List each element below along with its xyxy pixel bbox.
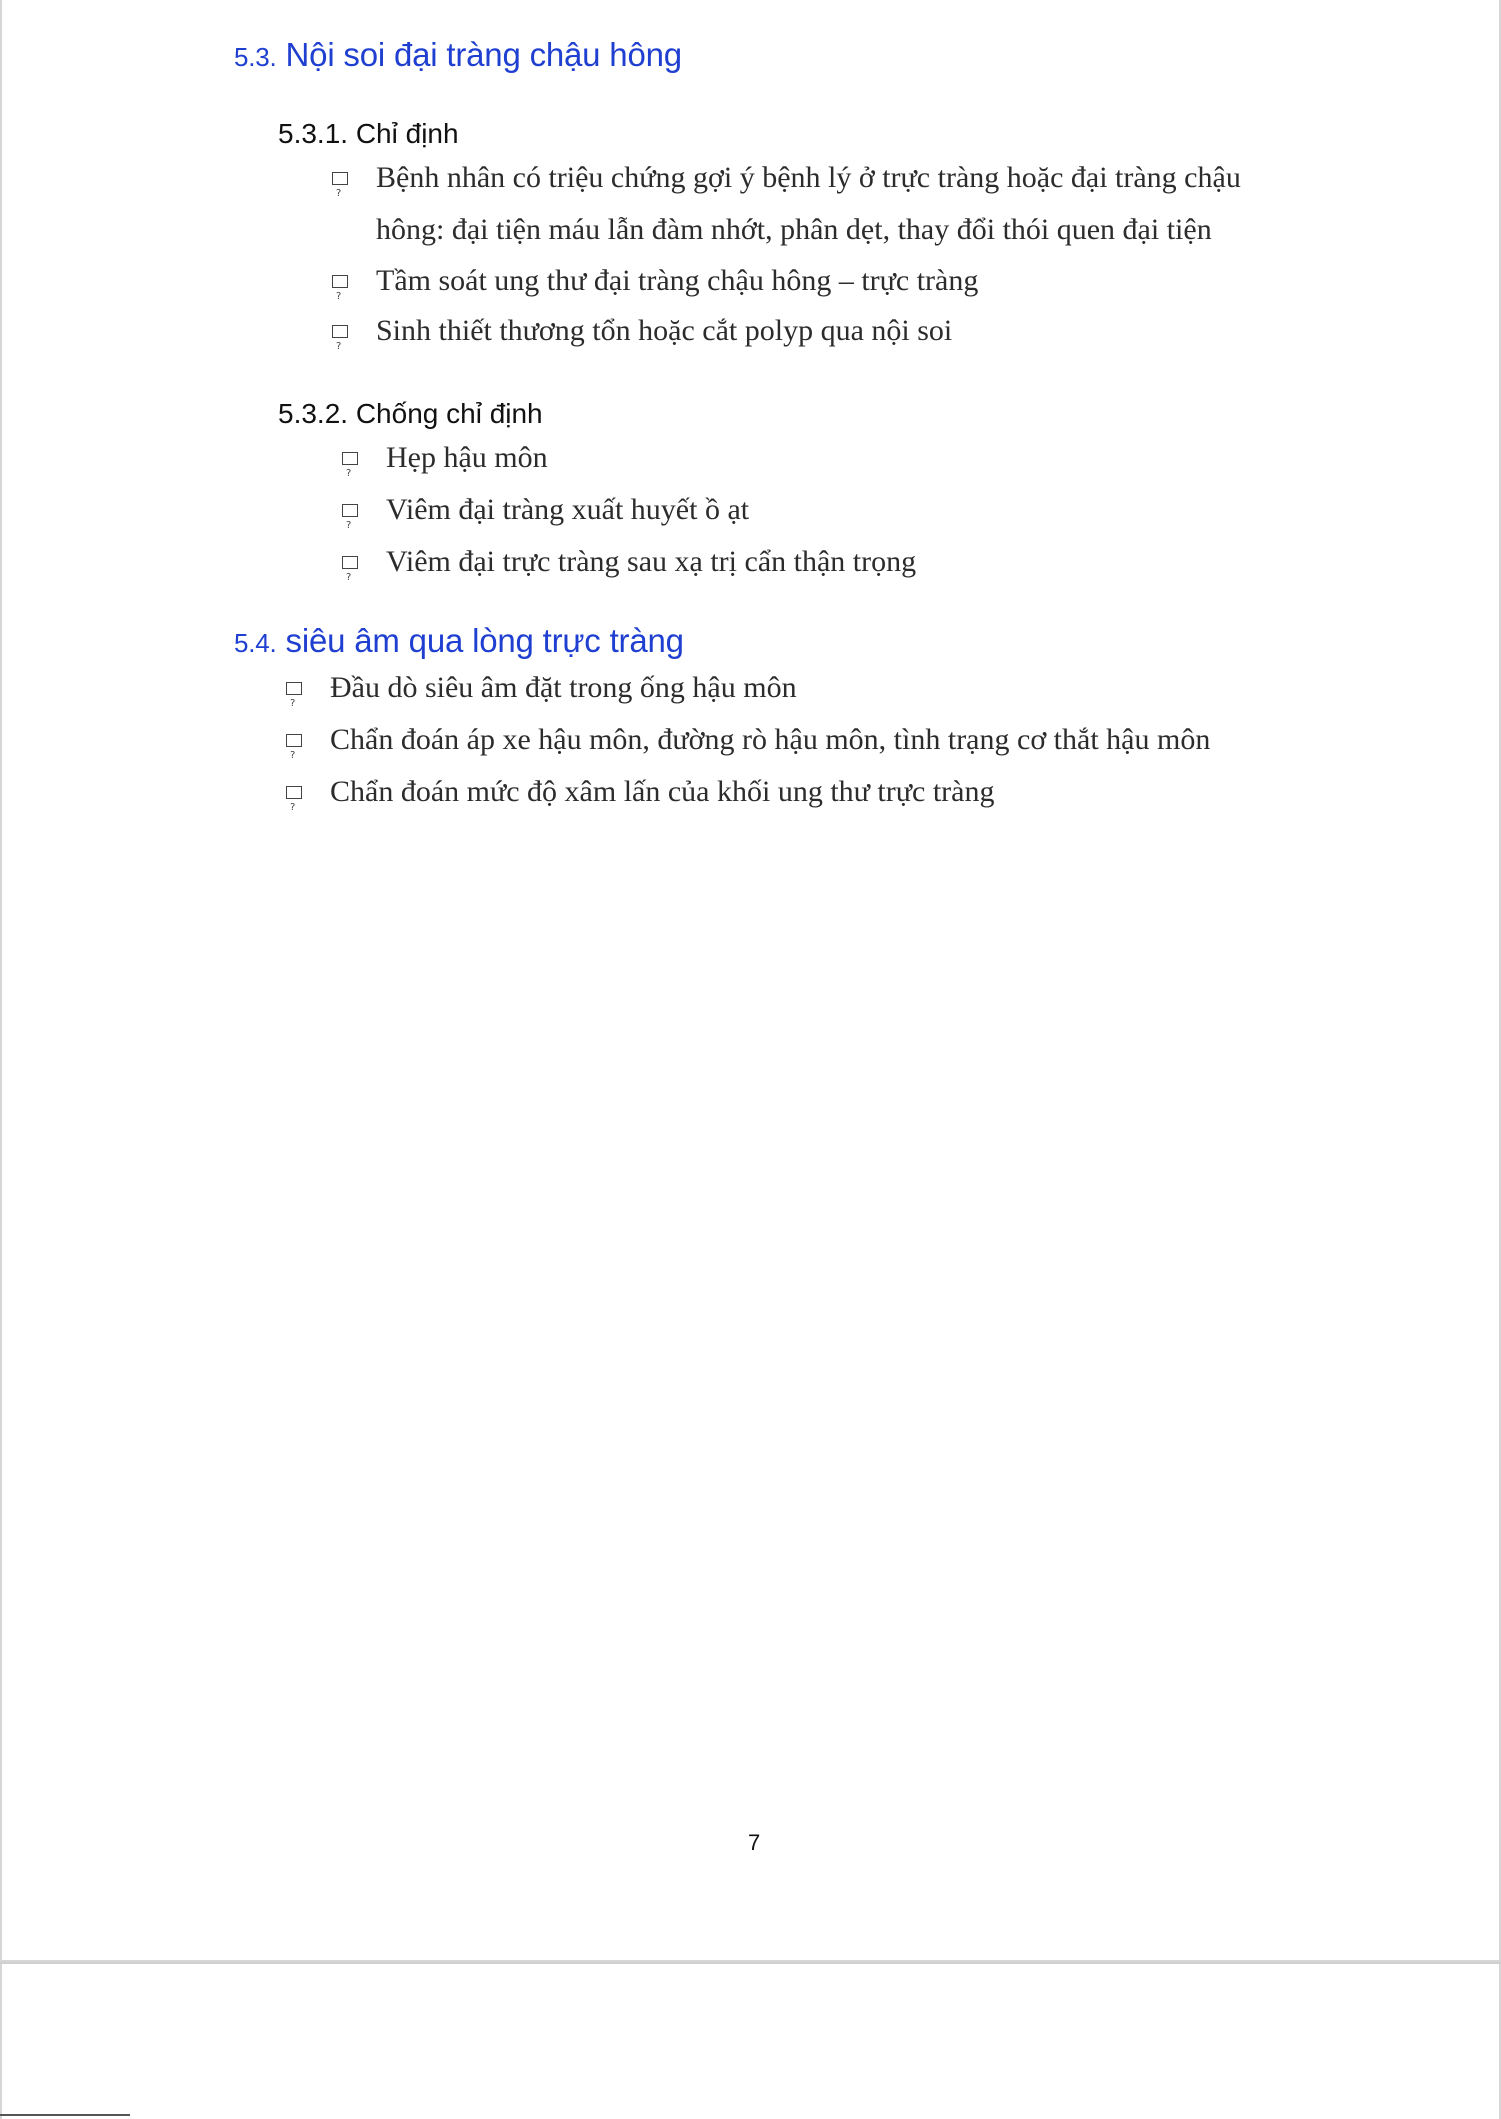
bullet-box-icon	[332, 172, 348, 185]
list-item-text: Viêm đại tràng xuất huyết ồ ạt	[386, 493, 750, 526]
section-title: siêu âm qua lòng trực tràng	[285, 622, 684, 659]
list-item-text: Sinh thiết thương tổn hoặc cắt polyp qua nội soi	[376, 314, 953, 347]
section-number: 5.4.	[234, 628, 277, 658]
list-item	[332, 255, 978, 307]
bullet-box-icon	[332, 275, 348, 288]
list-item	[342, 432, 548, 484]
section-title: Nội soi đại tràng chậu hông	[285, 36, 682, 73]
list-item-text: Bệnh nhân có triệu chứng gợi ý bệnh lý ở trực tràng hoặc đại tràng chậu	[376, 161, 1241, 194]
bullet-box-icon	[342, 556, 358, 569]
list-item	[332, 305, 952, 357]
bullet-box-icon	[342, 452, 358, 465]
list-item	[342, 484, 749, 536]
section-heading-5-3	[234, 36, 682, 74]
list-item-text: Tầm soát ung thư đại tràng chậu hông – trực tràng	[376, 264, 979, 297]
next-document-page	[0, 1964, 1501, 2119]
bullet-box-icon	[342, 504, 358, 517]
section-heading-5-4	[234, 622, 684, 660]
section-number: 5.3.	[234, 42, 277, 72]
list-item-text: Hẹp hậu môn	[386, 441, 548, 474]
list-item-text: Đầu dò siêu âm đặt trong ống hậu môn	[330, 671, 797, 704]
list-item-text-continued: hông: đại tiện máu lẫn đàm nhớt, phân dẹt, thay đổi thói quen đại tiện	[376, 213, 1212, 246]
list-item	[332, 152, 1241, 256]
list-item	[286, 662, 797, 714]
bullet-box-icon	[286, 682, 302, 695]
list-item	[286, 714, 1210, 766]
list-item-text: Chẩn đoán áp xe hậu môn, đường rò hậu môn, tình trạng cơ thắt hậu môn	[330, 723, 1211, 756]
bullet-box-icon	[286, 786, 302, 799]
list-item	[286, 766, 994, 818]
page-number: 7	[748, 1830, 761, 1855]
bullet-box-icon	[286, 734, 302, 747]
list-item-text: Chẩn đoán mức độ xâm lấn của khối ung thư trực tràng	[330, 775, 995, 808]
list-item-text: Viêm đại trực tràng sau xạ trị cẩn thận trọng	[386, 545, 917, 578]
subsection-heading-5-3-2: 5.3.2. Chống chỉ định	[278, 398, 543, 429]
list-item	[342, 536, 916, 588]
footnote-rule	[0, 2114, 130, 2116]
subsection-heading-5-3-1: 5.3.1. Chỉ định	[278, 118, 459, 149]
bullet-box-icon	[332, 325, 348, 338]
